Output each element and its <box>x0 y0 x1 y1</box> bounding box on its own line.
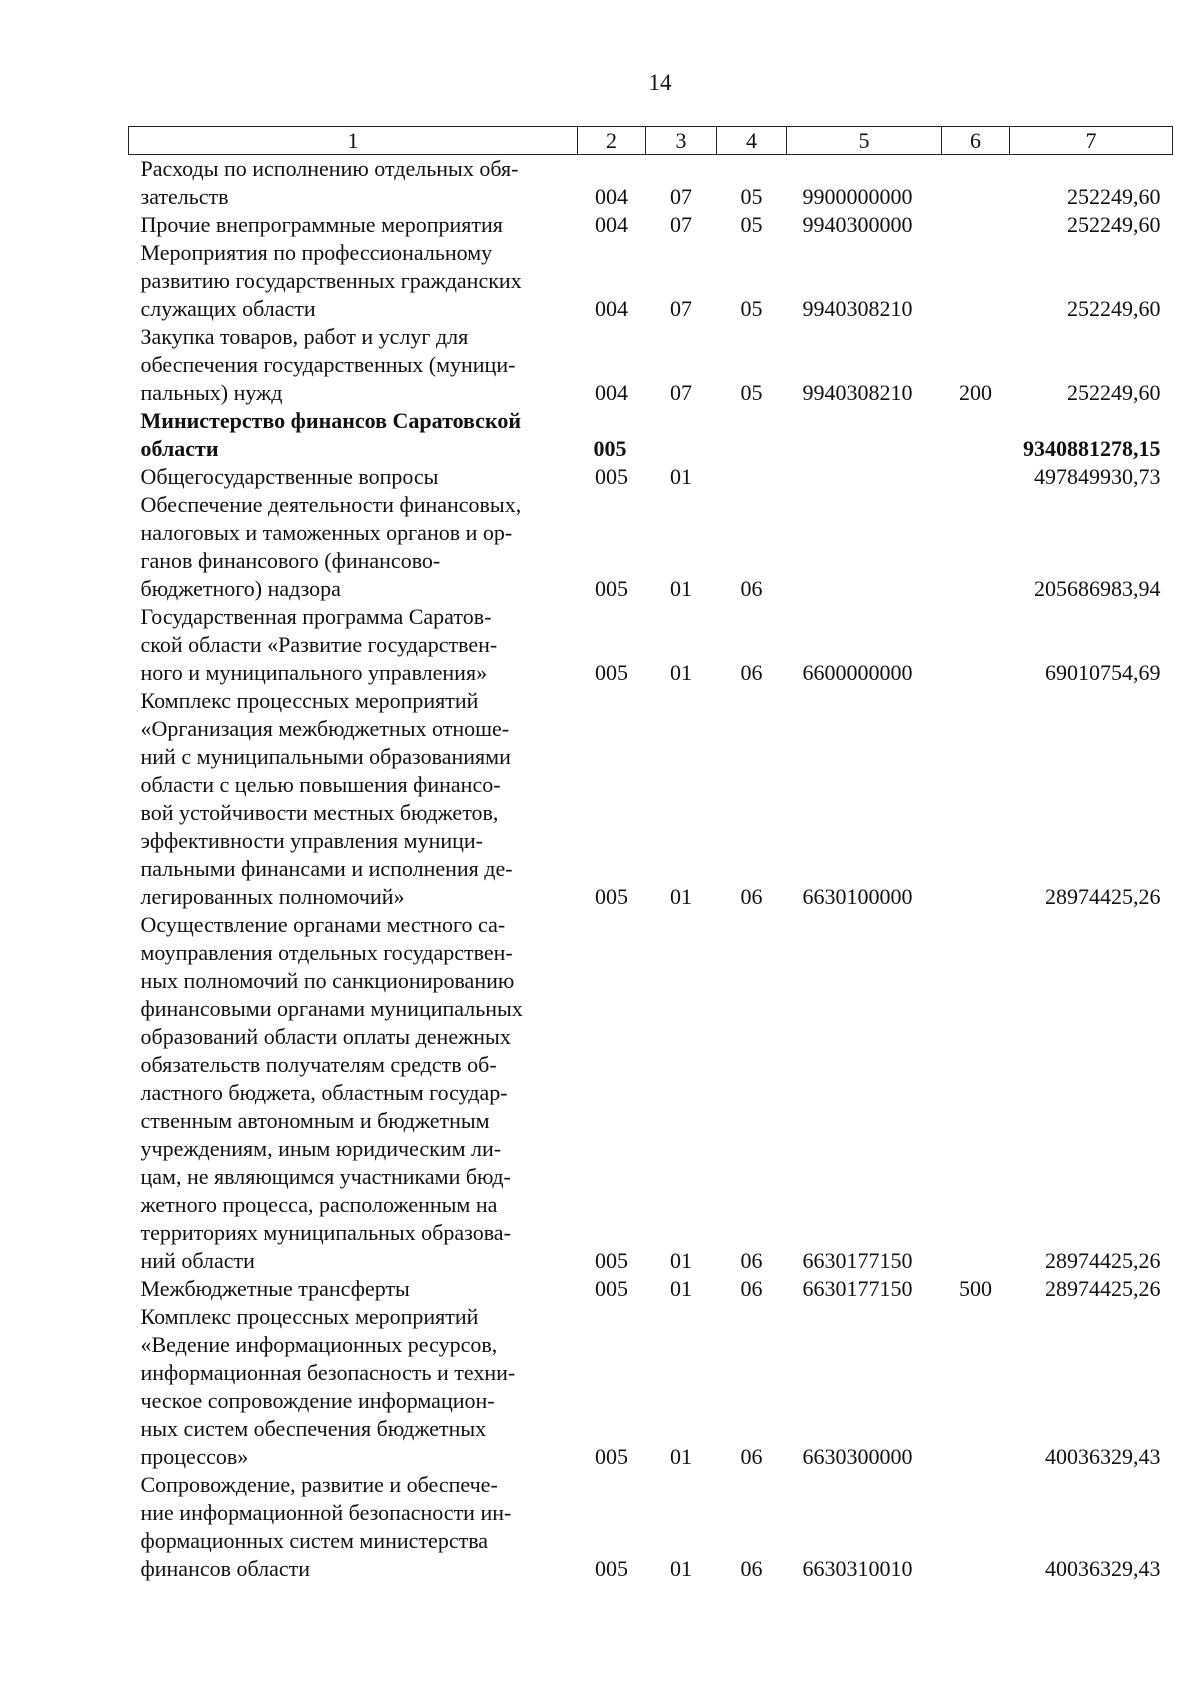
row-code-2-cell: 005 <box>595 1276 628 1301</box>
row-code-4-cell: 06 <box>740 1276 763 1301</box>
row-code-5-cell: 6600000000 <box>802 660 913 685</box>
row-code-2-cell: 004 <box>595 296 628 321</box>
table-row <box>129 1275 1173 1303</box>
row-code-2-cell: 005 <box>595 1556 628 1581</box>
table-row <box>129 491 1173 603</box>
table-row <box>129 603 1173 687</box>
row-name-cell: Межбюджетные трансферты <box>140 1276 410 1301</box>
row-name-cell: Осуществление органами местного са- моуправления отдельных государствен- ных полномочий по санкционированию финансовыми органами муниципальных образований области оплаты денежных обязательств получателям средств об- ластного бюджета, областным государ- ственным автономным и бюджетным учреждениям, иным юридическим ли- цам, не являющимся участниками бюд- жетного процесса, расположенным на территориях муниципальных образова- ний области <box>140 912 523 1273</box>
table-row <box>129 687 1173 911</box>
row-code-3-cell: 01 <box>670 660 692 685</box>
table-row <box>129 323 1173 407</box>
column-header-4: 4 <box>717 127 787 155</box>
row-amount-cell: 9340881278,15 <box>1023 436 1161 461</box>
row-code-4-cell: 05 <box>740 296 763 321</box>
row-code-2-cell: 005 <box>595 1248 628 1273</box>
row-code-4-cell: 06 <box>740 660 763 685</box>
row-code-6-cell <box>942 687 1010 911</box>
row-code-2-cell: 005 <box>595 576 628 601</box>
row-code-4-cell: 05 <box>740 380 763 405</box>
row-code-4-cell: 06 <box>740 1444 763 1469</box>
row-code-2-cell: 004 <box>595 184 628 209</box>
row-name-cell: Расходы по исполнению отдельных обя- зательств <box>140 156 519 209</box>
row-code-2-cell: 005 <box>595 464 628 489</box>
row-code-4-cell: 05 <box>740 184 763 209</box>
header-row <box>129 127 1173 155</box>
row-amount-cell: 205686983,94 <box>1034 576 1161 601</box>
row-amount-cell: 252249,60 <box>1067 184 1161 209</box>
row-code-6-cell <box>942 911 1010 1275</box>
row-name-cell: Закупка товаров, работ и услуг для обеспечения государственных (муници- пальных) нужд <box>140 324 516 405</box>
row-code-5-cell: 9940308210 <box>802 296 913 321</box>
column-header-7: 7 <box>1010 127 1173 155</box>
row-code-3-cell: 01 <box>670 1276 692 1301</box>
row-name-cell: Мероприятия по профессиональному развитию государственных гражданских служащих области <box>140 240 522 321</box>
row-name-cell: Сопровождение, развитие и обеспече- ние информационной безопасности ин- формационных систем министерства финансов области <box>140 1472 512 1581</box>
row-amount-cell: 28974425,26 <box>1045 1248 1161 1273</box>
table-row <box>129 1471 1173 1583</box>
row-code-6-cell <box>942 407 1010 463</box>
row-code-6-cell <box>942 491 1010 603</box>
row-code-6-cell <box>942 1471 1010 1583</box>
table-row <box>129 1303 1173 1471</box>
row-amount-cell: 497849930,73 <box>1034 464 1161 489</box>
row-code-6-cell: 500 <box>959 1276 992 1301</box>
table-body <box>129 155 1173 1584</box>
table-row <box>129 463 1173 491</box>
row-code-4-cell: 06 <box>740 1248 763 1273</box>
row-code-4-cell: 06 <box>740 1556 763 1581</box>
table-row <box>129 407 1173 463</box>
row-name-cell: Государственная программа Саратов- ской области «Развитие государствен- ного и муниципального управления» <box>140 604 498 685</box>
row-code-5-cell: 9940308210 <box>802 380 913 405</box>
row-code-2-cell: 005 <box>595 660 628 685</box>
row-amount-cell: 69010754,69 <box>1045 660 1161 685</box>
row-code-6-cell <box>942 1303 1010 1471</box>
page-number: 14 <box>648 70 672 95</box>
row-code-6-cell <box>942 603 1010 687</box>
row-code-5-cell <box>787 463 942 491</box>
row-code-3-cell: 01 <box>670 576 692 601</box>
row-code-6-cell <box>942 239 1010 323</box>
row-code-4-cell: 05 <box>740 212 763 237</box>
row-code-6-cell: 200 <box>959 380 992 405</box>
row-code-5-cell: 6630177150 <box>802 1276 913 1301</box>
table-header <box>129 127 1173 155</box>
table-row <box>129 211 1173 239</box>
column-header-2: 2 <box>578 127 646 155</box>
row-code-5-cell <box>787 491 942 603</box>
column-header-6: 6 <box>942 127 1010 155</box>
row-name-cell: Прочие внепрограммные мероприятия <box>140 212 503 237</box>
row-name-cell: Обеспечение деятельности финансовых, налоговых и таможенных органов и ор- ганов финансового (финансово- бюджетного) надзора <box>140 492 522 601</box>
row-code-6-cell <box>942 211 1010 239</box>
table-row <box>129 239 1173 323</box>
row-name-cell: Комплекс процессных мероприятий «Организация межбюджетных отноше- ний с муниципальными образованиями области с целью повышения финансо- вой устойчивости местных бюджетов, эффективности управления муници- пальными финансами и исполнения де- легированных полномочий» <box>140 688 513 909</box>
row-code-3-cell: 07 <box>670 212 692 237</box>
row-code-2-cell: 004 <box>595 212 628 237</box>
row-amount-cell: 252249,60 <box>1067 212 1161 237</box>
row-code-2-cell: 005 <box>595 884 628 909</box>
row-code-3-cell: 01 <box>670 1444 692 1469</box>
row-code-5-cell: 9940300000 <box>802 212 913 237</box>
row-code-5-cell: 6630177150 <box>802 1248 913 1273</box>
table-row <box>129 911 1173 1275</box>
row-code-3-cell: 01 <box>670 1248 692 1273</box>
row-code-4-cell: 06 <box>740 884 763 909</box>
row-name-cell: Общегосударственные вопросы <box>140 464 439 489</box>
row-amount-cell: 28974425,26 <box>1045 884 1161 909</box>
column-header-3: 3 <box>646 127 717 155</box>
row-amount-cell: 252249,60 <box>1067 380 1161 405</box>
row-code-3-cell: 07 <box>670 380 692 405</box>
row-code-5-cell <box>787 407 942 463</box>
row-code-2-cell: 005 <box>595 1444 628 1469</box>
row-amount-cell: 40036329,43 <box>1045 1556 1161 1581</box>
row-code-3-cell: 01 <box>670 884 692 909</box>
row-code-5-cell: 6630300000 <box>802 1444 913 1469</box>
row-code-3-cell: 01 <box>670 1556 692 1581</box>
row-code-5-cell: 6630310010 <box>802 1556 913 1581</box>
row-name-cell: Комплекс процессных мероприятий «Ведение информационных ресурсов, информационная безопасность и техни- ческое сопровождение информацион- ных систем обеспечения бюджетных процессов» <box>140 1304 516 1469</box>
row-code-5-cell: 9900000000 <box>802 184 913 209</box>
row-code-6-cell <box>942 155 1010 212</box>
table-row <box>129 155 1173 212</box>
row-amount-cell: 28974425,26 <box>1045 1276 1161 1301</box>
column-header-1: 1 <box>129 127 578 155</box>
row-code-5-cell: 6630100000 <box>802 884 913 909</box>
row-code-2-cell: 005 <box>593 436 627 461</box>
row-code-4-cell: 06 <box>740 576 763 601</box>
row-code-3-cell: 01 <box>670 464 692 489</box>
row-code-2-cell: 004 <box>595 380 628 405</box>
budget-table <box>128 126 1173 1583</box>
row-amount-cell: 252249,60 <box>1067 296 1161 321</box>
row-name-cell: Министерство финансов Саратовской области <box>140 408 522 461</box>
row-amount-cell: 40036329,43 <box>1045 1444 1161 1469</box>
column-header-5: 5 <box>787 127 942 155</box>
row-code-4-cell <box>717 407 787 463</box>
row-code-3-cell <box>646 407 717 463</box>
row-code-3-cell: 07 <box>670 184 692 209</box>
row-code-3-cell: 07 <box>670 296 692 321</box>
row-code-6-cell <box>942 463 1010 491</box>
row-code-4-cell <box>717 463 787 491</box>
